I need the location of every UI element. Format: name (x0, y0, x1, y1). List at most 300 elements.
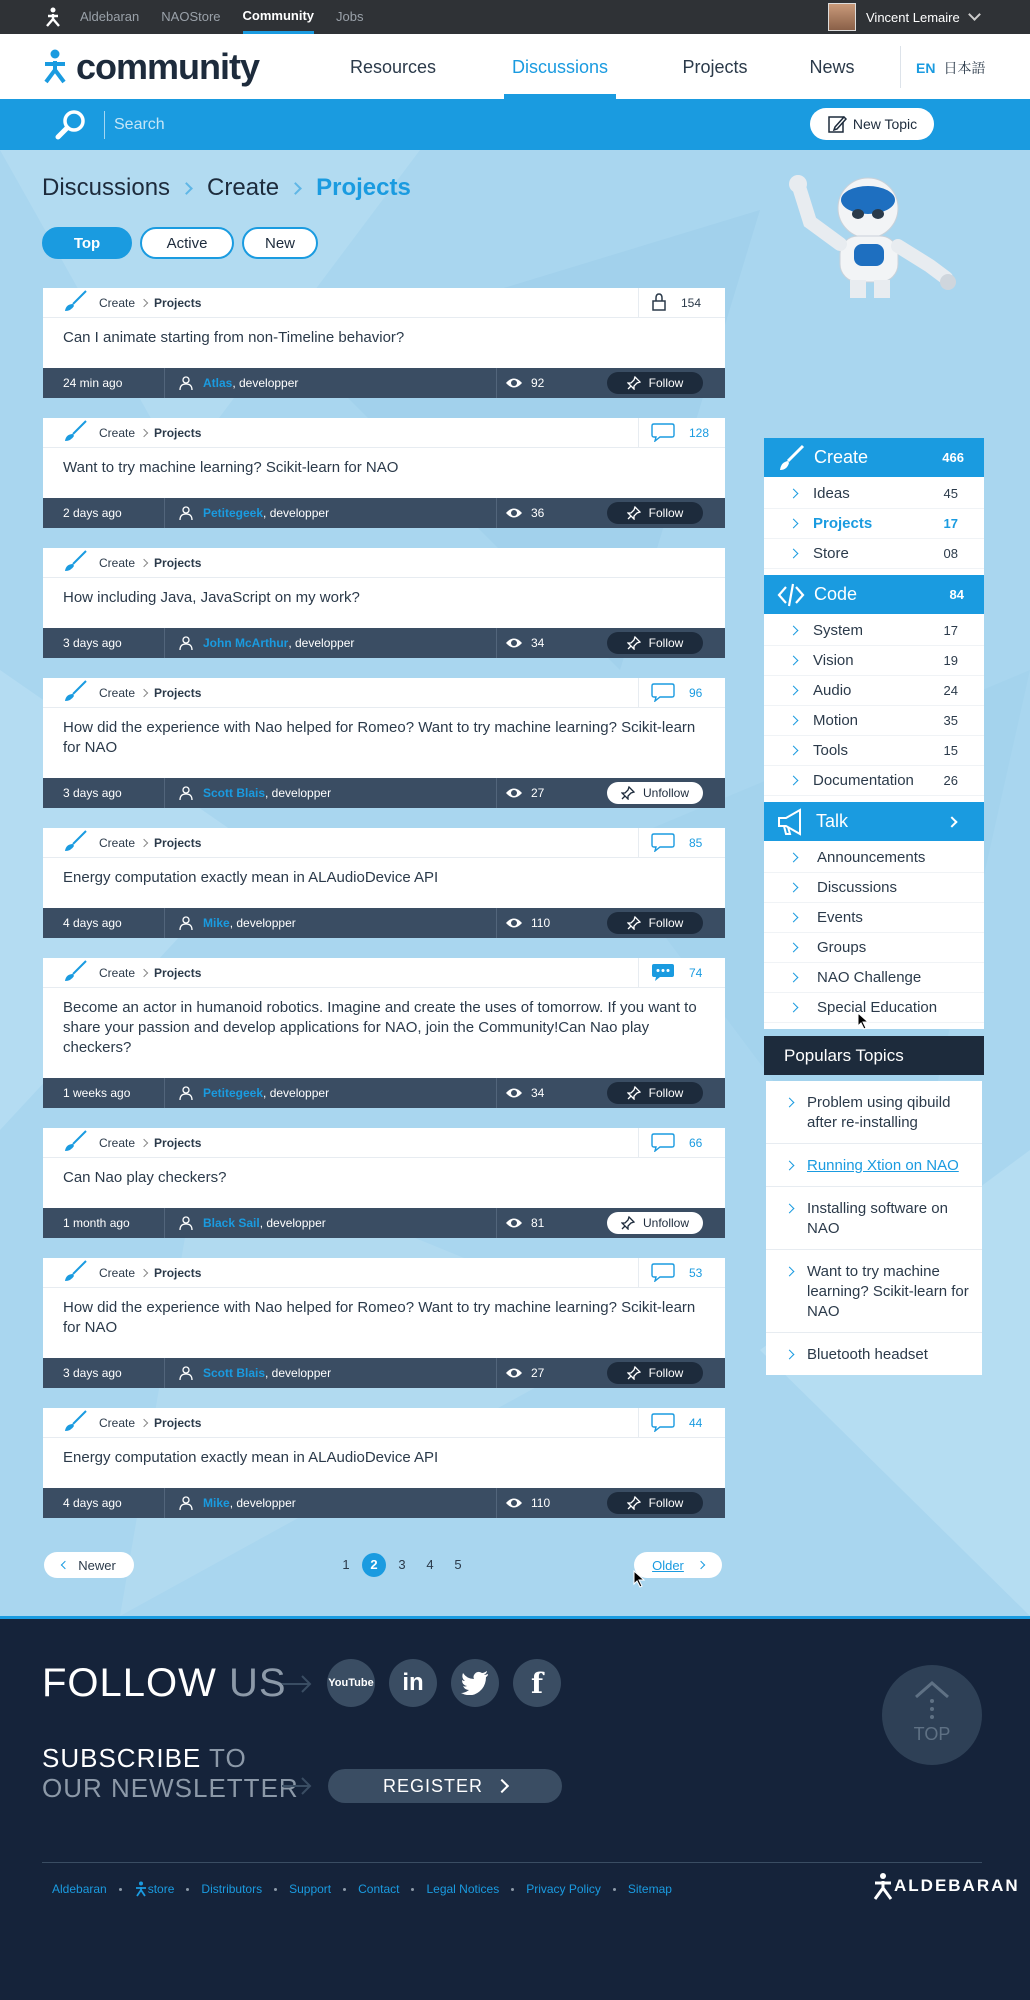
arrow-up-icon (912, 1679, 952, 1719)
sidebar-create-list (764, 477, 984, 575)
brush-icon (63, 420, 87, 445)
topic-subcat-label[interactable]: Projects (154, 965, 202, 980)
filter-active[interactable]: Active (140, 227, 234, 259)
register-button[interactable] (328, 1769, 562, 1803)
sidebar-item-special-education[interactable] (764, 993, 984, 1023)
comment-icon (651, 682, 689, 705)
breadcrumb-projects: Projects (316, 174, 411, 201)
filter-new[interactable]: New (242, 227, 318, 259)
comment-filled-icon (651, 962, 689, 985)
sidebar-item-announcements[interactable] (764, 843, 984, 873)
search-input[interactable] (114, 110, 614, 140)
views-count: 34 (531, 1086, 545, 1100)
author-role: , developper (229, 916, 296, 930)
newer-label: Newer (78, 1557, 116, 1573)
top-label: TOP (913, 1724, 951, 1744)
edit-icon (827, 114, 847, 134)
follow-label: Follow (648, 1496, 684, 1510)
sidebar (764, 438, 984, 1375)
chevron-right-icon (140, 838, 148, 846)
twitter-icon[interactable] (451, 1659, 499, 1707)
aldebaran-logo-icon (872, 1872, 894, 1900)
eye-icon (505, 1367, 531, 1379)
author-role: , developper (288, 636, 355, 650)
author-link[interactable]: Petitegeek (203, 506, 264, 520)
topic-time: 4 days ago (63, 1496, 122, 1510)
views-count: 27 (531, 786, 545, 800)
sidebar-item-events[interactable] (764, 903, 984, 933)
brand-name: community (76, 46, 260, 87)
register-label: REGISTER (382, 1775, 483, 1796)
brush-icon (63, 1130, 87, 1155)
author-link[interactable]: Scott Blais (203, 1366, 266, 1380)
follow-label: Unfollow (642, 786, 690, 800)
user-icon (179, 1216, 203, 1230)
sidebar-item-groups[interactable] (764, 933, 984, 963)
lang-en[interactable]: EN (916, 60, 936, 76)
page-3[interactable]: 3 (398, 1557, 406, 1572)
topic-subcat-label[interactable]: Projects (154, 1265, 202, 1280)
comment-icon (651, 422, 689, 445)
topic-meta-bar (43, 628, 725, 658)
community-logo[interactable] (42, 46, 259, 88)
page-2[interactable]: 2 (362, 1553, 386, 1577)
eye-icon (505, 377, 531, 389)
topic-time: 3 days ago (63, 1366, 122, 1380)
topic-views (496, 1208, 576, 1238)
sidebar-item-count: 24 (943, 683, 958, 698)
footer-link-legal[interactable]: Legal Notices (426, 1882, 500, 1896)
author-role: , developper (265, 786, 332, 800)
sidebar-item-tools[interactable] (764, 736, 984, 766)
top-nav-jobs[interactable]: Jobs (336, 9, 364, 24)
topic-cat-label[interactable]: Create (99, 1265, 136, 1280)
sidebar-item-store[interactable] (764, 539, 984, 569)
new-topic-label: New Topic (852, 116, 918, 132)
author-role: , developper (263, 506, 330, 520)
topic-category (43, 1128, 725, 1158)
topic-time: 3 days ago (63, 786, 122, 800)
sidebar-item-count: 17 (943, 516, 958, 531)
pin-icon (627, 506, 649, 520)
topic-author (164, 778, 494, 808)
pin-icon (627, 636, 649, 650)
popular-topic-item[interactable] (766, 1081, 982, 1144)
comment-icon (651, 1412, 689, 1435)
pin-icon (627, 1366, 649, 1380)
topic-subcat-label[interactable]: Projects (154, 1415, 202, 1430)
sidebar-item-label: Documentation (813, 772, 914, 789)
topic-time: 2 days ago (63, 506, 122, 520)
search-icon[interactable] (54, 108, 88, 142)
sidebar-item-discussions[interactable] (764, 873, 984, 903)
community-logo-icon (42, 49, 68, 85)
popular-topic-label: Want to try machine learning? Scikit-learn for NAO (807, 1263, 969, 1320)
topic-category (43, 418, 725, 448)
follow-label: Follow (648, 506, 684, 520)
topic-subcat-label[interactable]: Projects (154, 1135, 202, 1150)
topic-title[interactable]: Become an actor in humanoid robotics. Imagine and create the uses of tomorrow. If you want to share your passion and develop applications for NAO, join the Community!Can Nao play checkers? (63, 999, 697, 1056)
sidebar-item-nao-challenge[interactable] (764, 963, 984, 993)
chevron-right-icon (785, 1267, 795, 1277)
facebook-icon[interactable]: f (513, 1659, 561, 1707)
brush-icon (63, 290, 87, 315)
topic-reply-count: 44 (638, 1408, 725, 1438)
chevron-right-icon (789, 519, 799, 529)
language-switcher (916, 58, 985, 78)
sidebar-item-count: 08 (943, 546, 958, 561)
footer-link-contact[interactable]: Contact (358, 1882, 400, 1896)
follow-button[interactable] (607, 502, 703, 524)
topic-subcat-label[interactable]: Projects (154, 425, 202, 440)
chevron-right-icon (785, 1204, 795, 1214)
topic-title[interactable]: Energy computation exactly mean in ALAudioDevice API (63, 1449, 439, 1466)
footer-link-aldebaran[interactable]: Aldebaran (52, 1882, 107, 1896)
sidebar-item-label: Store (813, 545, 849, 562)
topic-card[interactable] (43, 288, 725, 398)
eye-icon (505, 1087, 531, 1099)
back-to-top-button[interactable] (882, 1665, 982, 1765)
chevron-right-icon (946, 816, 957, 827)
topic-meta-bar (43, 1358, 725, 1388)
brush-icon (776, 443, 806, 473)
follow-label: Follow (648, 636, 684, 650)
page-5[interactable]: 5 (454, 1557, 462, 1572)
sidebar-item-vision[interactable] (764, 646, 984, 676)
footer-link-distributors[interactable]: Distributors (201, 1882, 263, 1896)
topic-reply-count: 66 (638, 1128, 725, 1158)
lang-jp[interactable]: 日本語 (943, 60, 986, 76)
topic-time: 1 weeks ago (63, 1086, 131, 1100)
sidebar-item-label: Tools (813, 742, 849, 759)
follow-us-heading (42, 1661, 287, 1706)
sidebar-item-motion[interactable] (764, 706, 984, 736)
older-label: Older (652, 1557, 684, 1573)
topic-category (43, 288, 725, 318)
nav-projects[interactable]: Projects (682, 57, 748, 77)
topic-card[interactable] (43, 1128, 725, 1238)
topic-card[interactable] (43, 1258, 725, 1388)
topic-meta-bar (43, 1078, 725, 1108)
topic-cat-label[interactable]: Create (99, 965, 136, 980)
topic-title[interactable]: Want to try machine learning? Scikit-learn for NAO (63, 459, 399, 476)
topic-title[interactable]: How did the experience with Nao helped for Romeo? Want to try machine learning? Scikit-learn for NAO (63, 1299, 696, 1336)
nav-discussions[interactable]: Discussions (504, 34, 616, 99)
topic-author (164, 1488, 494, 1518)
author-link[interactable]: John McArthur (203, 636, 289, 650)
eye-icon (505, 1217, 531, 1229)
topic-reply-count: 53 (638, 1258, 725, 1288)
topic-views (496, 778, 576, 808)
pin-icon (621, 1216, 643, 1230)
sidebar-item-label: System (813, 622, 864, 639)
topic-views (496, 628, 576, 658)
nav-resources[interactable]: Resources (349, 57, 437, 77)
mouse-cursor-icon (857, 1012, 871, 1030)
chevron-right-icon (789, 489, 799, 499)
views-count: 81 (531, 1216, 545, 1230)
sidebar-create-label: Create (814, 447, 869, 467)
popular-topics-title: Populars Topics (764, 1036, 984, 1075)
user-name: Vincent Lemaire (866, 9, 960, 25)
page-4[interactable]: 4 (426, 1557, 434, 1572)
logo-text: ALDEBARAN (894, 1876, 1020, 1895)
arrow-right-icon (282, 1777, 312, 1795)
new-topic-button[interactable] (810, 108, 934, 140)
follow-label: Follow (648, 1366, 684, 1380)
author-link[interactable]: Mike (203, 916, 230, 930)
topic-card[interactable] (43, 548, 725, 658)
top-nav-naostore[interactable]: NAOStore (161, 9, 221, 24)
sidebar-create-count: 466 (942, 450, 964, 465)
sidebar-code-header[interactable] (764, 575, 984, 614)
topic-reply-count: 154 (638, 288, 725, 318)
topic-author (164, 1078, 494, 1108)
footer-link-privacy[interactable]: Privacy Policy (526, 1882, 601, 1896)
top-nav (80, 0, 386, 34)
topic-cat-label[interactable]: Create (99, 1415, 136, 1430)
author-role: , developper (263, 1086, 330, 1100)
unfollow-button[interactable] (607, 782, 703, 804)
topic-author (164, 368, 494, 398)
views-count: 110 (531, 916, 551, 930)
chevron-right-icon (140, 688, 148, 696)
follow-button[interactable] (607, 632, 703, 654)
brush-icon (63, 830, 87, 855)
topic-author (164, 628, 494, 658)
topic-reply-count: 74 (638, 958, 725, 988)
follow-label: Follow (648, 1086, 684, 1100)
chevron-right-icon (789, 716, 799, 726)
eye-icon (505, 1497, 531, 1509)
aldebaran-logo-icon[interactable] (42, 6, 64, 28)
linkedin-icon[interactable]: in (389, 1659, 437, 1707)
topic-cat-label[interactable]: Create (99, 295, 136, 310)
user-icon (179, 916, 203, 930)
top-nav-community[interactable]: Community (243, 0, 315, 34)
topic-views (496, 1488, 576, 1518)
chevron-left-icon (61, 1561, 69, 1569)
arrow-right-icon (282, 1675, 312, 1693)
follow-button[interactable] (607, 1492, 703, 1514)
topic-time: 24 min ago (63, 376, 123, 390)
chevron-right-icon (180, 182, 193, 195)
topic-meta-bar (43, 908, 725, 938)
chevron-right-icon (789, 549, 799, 559)
topic-cat-label[interactable]: Create (99, 835, 136, 850)
sidebar-item-count: 26 (943, 773, 958, 788)
topic-reply-count: 96 (638, 678, 725, 708)
author-link[interactable]: Black Sail (203, 1216, 260, 1230)
follow-button[interactable] (607, 912, 703, 934)
nao-robot-image (770, 170, 970, 298)
footer (0, 1616, 1030, 2000)
divider (104, 111, 105, 139)
author-link[interactable]: Scott Blais (203, 786, 266, 800)
topic-title[interactable]: Energy computation exactly mean in ALAudioDevice API (63, 869, 439, 886)
brush-icon (63, 550, 87, 575)
topic-subcat-label[interactable]: Projects (154, 295, 202, 310)
eye-icon (505, 917, 531, 929)
chevron-right-icon (140, 1268, 148, 1276)
older-button[interactable] (634, 1552, 722, 1578)
follow-button[interactable] (607, 1082, 703, 1104)
comment-icon (651, 1132, 689, 1155)
sidebar-item-label: Ideas (813, 485, 850, 502)
topic-views (496, 498, 576, 528)
topic-time: 4 days ago (63, 916, 122, 930)
sidebar-item-count: 45 (943, 486, 958, 501)
popular-topic-label: Problem using qibuild after re-installing (807, 1094, 951, 1131)
search-bar (0, 99, 1030, 150)
topic-time: 3 days ago (63, 636, 122, 650)
nav-news[interactable]: News (809, 57, 855, 77)
page-1[interactable]: 1 (342, 1557, 350, 1572)
follow-label: FOLLOW (42, 1661, 217, 1705)
code-icon (776, 580, 806, 610)
chevron-right-icon (697, 1561, 705, 1569)
user-icon (179, 376, 203, 390)
follow-button[interactable] (607, 372, 703, 394)
sidebar-item-ideas[interactable] (764, 479, 984, 509)
comment-icon (651, 1262, 689, 1285)
sidebar-talk-list (764, 841, 984, 1029)
views-count: 34 (531, 636, 545, 650)
topic-title[interactable]: How including Java, JavaScript on my work? (63, 589, 360, 606)
sidebar-item-label: Special Education (817, 999, 938, 1016)
popular-topic-item[interactable] (766, 1250, 982, 1333)
chevron-right-icon (789, 656, 799, 666)
chevron-right-icon (785, 1161, 795, 1171)
sidebar-item-label: NAO Challenge (817, 969, 922, 986)
user-menu[interactable] (828, 3, 979, 31)
topic-card[interactable] (43, 1408, 725, 1518)
topic-subcat-label[interactable]: Projects (154, 685, 202, 700)
topic-card[interactable] (43, 418, 725, 528)
popular-topic-item[interactable] (766, 1144, 982, 1187)
author-link[interactable]: Petitegeek (203, 1086, 264, 1100)
topic-author (164, 498, 494, 528)
footer-link-store[interactable]: store (134, 1881, 175, 1897)
main-content (0, 150, 1030, 1616)
avatar (828, 3, 856, 31)
chevron-down-icon (968, 8, 981, 21)
us-label: US (229, 1661, 287, 1705)
topic-meta-bar (43, 368, 725, 398)
eye-icon (505, 507, 531, 519)
author-role: , developper (259, 1216, 326, 1230)
topic-card[interactable] (43, 678, 725, 808)
sidebar-item-documentation[interactable] (764, 766, 984, 796)
filter-top[interactable]: Top (42, 227, 132, 259)
pin-icon (621, 786, 643, 800)
top-nav-aldebaran[interactable]: Aldebaran (80, 9, 140, 24)
topic-card[interactable] (43, 828, 725, 938)
chevron-right-icon (140, 428, 148, 436)
views-count: 110 (531, 1496, 551, 1510)
aldebaran-logo[interactable] (872, 1872, 1020, 1900)
brush-icon (63, 960, 87, 985)
chevron-right-icon (789, 746, 799, 756)
eye-icon (505, 787, 531, 799)
breadcrumb-discussions[interactable]: Discussions (42, 174, 171, 201)
sidebar-talk-header[interactable] (764, 802, 984, 841)
popular-topic-label: Running Xtion on NAO (807, 1157, 959, 1174)
topic-title[interactable]: How did the experience with Nao helped for Romeo? Want to try machine learning? Scikit-learn for NAO (63, 719, 696, 756)
brush-icon (63, 1410, 87, 1435)
newer-button[interactable] (44, 1552, 134, 1578)
sidebar-item-label: Motion (813, 712, 859, 729)
youtube-icon[interactable]: YouTube (327, 1659, 375, 1707)
sidebar-item-audio[interactable] (764, 676, 984, 706)
brush-icon (63, 1260, 87, 1285)
topic-subcat-label[interactable]: Projects (154, 555, 202, 570)
author-link[interactable]: Mike (203, 1496, 230, 1510)
footer-links (42, 1862, 982, 1897)
footer-link-sitemap[interactable]: Sitemap (627, 1882, 672, 1896)
topic-meta-bar (43, 778, 725, 808)
views-count: 92 (531, 376, 545, 390)
sidebar-item-system[interactable] (764, 616, 984, 646)
chevron-right-icon (140, 1418, 148, 1426)
lock-icon (651, 293, 681, 314)
pin-icon (627, 1086, 649, 1100)
topic-cat-label[interactable]: Create (99, 425, 136, 440)
pin-icon (627, 376, 649, 390)
chevron-right-icon (785, 1098, 795, 1108)
eye-icon (505, 637, 531, 649)
sidebar-item-count: 17 (943, 623, 958, 638)
brush-icon (63, 680, 87, 705)
topic-category (43, 1408, 725, 1438)
author-link[interactable]: Atlas (203, 376, 233, 390)
topic-card[interactable] (43, 958, 725, 1108)
popular-topic-label: Bluetooth headset (807, 1346, 928, 1363)
topic-title[interactable]: Can I animate starting from non-Timeline behavior? (63, 329, 405, 346)
topic-reply-count: 128 (638, 418, 725, 448)
topic-time: 1 month ago (63, 1216, 130, 1230)
views-count: 27 (531, 1366, 545, 1380)
popular-topic-item[interactable] (766, 1333, 982, 1375)
chevron-right-icon (140, 1138, 148, 1146)
user-icon (179, 786, 203, 800)
follow-button[interactable] (607, 1362, 703, 1384)
topic-cat-label[interactable]: Create (99, 685, 136, 700)
topic-cat-label[interactable]: Create (99, 1135, 136, 1150)
breadcrumb (42, 174, 411, 202)
chevron-right-icon (789, 686, 799, 696)
sidebar-item-projects[interactable] (764, 509, 984, 539)
unfollow-button[interactable] (607, 1212, 703, 1234)
sidebar-item-count: 15 (943, 743, 958, 758)
chevron-right-icon (789, 883, 799, 893)
footer-link-support[interactable]: Support (289, 1882, 332, 1896)
author-role: , developper (232, 376, 299, 390)
popular-topic-item[interactable] (766, 1187, 982, 1250)
pin-icon (627, 916, 649, 930)
sidebar-create-header[interactable] (764, 438, 984, 477)
chevron-right-icon (789, 973, 799, 983)
chevron-right-icon (140, 968, 148, 976)
top-bar (0, 0, 1030, 34)
topic-subcat-label[interactable]: Projects (154, 835, 202, 850)
sidebar-item-label: Groups (817, 939, 867, 956)
breadcrumb-create[interactable]: Create (207, 174, 280, 201)
topic-cat-label[interactable]: Create (99, 555, 136, 570)
filter-tabs (42, 227, 326, 259)
topic-title[interactable]: Can Nao play checkers? (63, 1169, 227, 1186)
topic-views (496, 368, 576, 398)
